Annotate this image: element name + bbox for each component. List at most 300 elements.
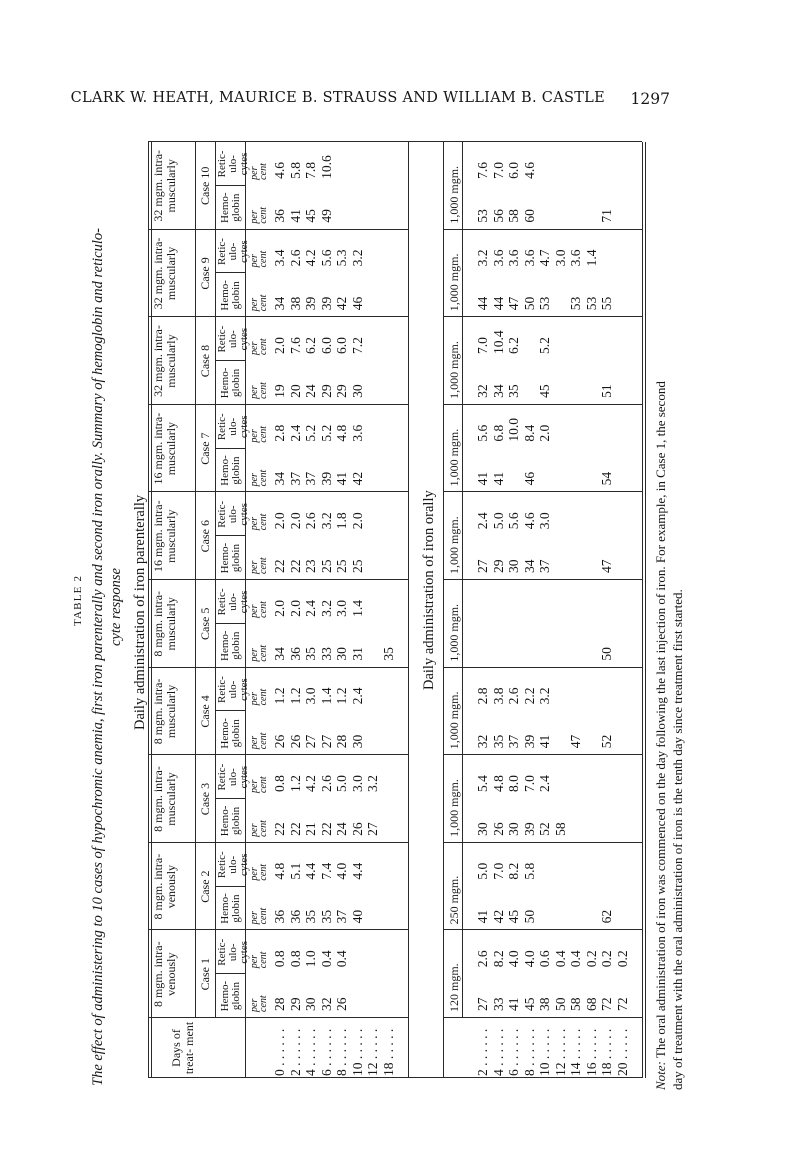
rule-oral-case-3 <box>443 842 642 843</box>
case-6-route: 16 mgm. intra- muscularly <box>151 500 178 573</box>
oral-r1-case7-retic: 6.8 <box>490 424 506 442</box>
parenteral-r2-case9-hemo: 39 <box>303 296 318 311</box>
parenteral-r1-case9-retic: 2.6 <box>287 249 303 267</box>
page-number: 1297 <box>630 90 670 108</box>
oral-r4-case6-retic: 3.0 <box>537 512 552 530</box>
note-label: Note: <box>653 1061 668 1090</box>
parenteral-r0-case1-hemo: 28 <box>272 997 287 1011</box>
oral-day-5: 12 . . . . . <box>552 1028 568 1076</box>
oral-r3-case9-hemo: 50 <box>521 296 537 311</box>
parenteral-day-6: 12 . . . . . <box>365 1028 380 1076</box>
rule-oral-case-7 <box>443 491 642 492</box>
parenteral-r5-case4-hemo: 30 <box>349 734 365 749</box>
case-1-route: 8 mgm. intra- venously <box>151 941 178 1008</box>
case-10-hemo-unit-cent: cent <box>258 206 269 224</box>
parenteral-r0-case1-retic: 0.8 <box>272 950 287 968</box>
rule-oral-case-5 <box>443 667 642 668</box>
parenteral-r2-case5-hemo: 35 <box>303 647 318 661</box>
oral-r4-case3-retic: 2.4 <box>537 775 552 792</box>
oral-r0-case8-retic: 7.0 <box>475 337 490 354</box>
parenteral-r4-case3-hemo: 24 <box>334 822 349 836</box>
oral-r3-case10-retic: 4.6 <box>521 161 537 179</box>
case-10-hemo-label: Hemo- globin <box>219 192 242 223</box>
case-9-retic-unit-cent: cent <box>258 250 269 268</box>
oral-r8-case2-hemo: 62 <box>599 909 614 924</box>
parenteral-r5-case3-retic: 3.0 <box>349 775 365 792</box>
case-4-label: Case 4 <box>198 695 212 728</box>
oral-r0-case6-hemo: 27 <box>475 559 490 573</box>
oral-r3-case7-retic: 8.4 <box>521 424 537 442</box>
case-6-retic-label: Retic- ulo- cytes <box>216 500 250 528</box>
parenteral-r2-case10-retic: 7.8 <box>303 161 318 179</box>
oral-r8-case9-hemo: 55 <box>599 296 614 311</box>
rule-subcol-1 <box>215 973 245 974</box>
section-oral: Daily administration of iron orally <box>421 490 437 690</box>
case-10-label: Case 10 <box>198 166 212 205</box>
case-2-retic-unit-per: per <box>249 867 260 881</box>
case-3-retic-unit-per: per <box>249 779 260 793</box>
oral-day-7: 16 . . . . . <box>583 1028 599 1076</box>
table-caption-line2: cyte response <box>108 568 124 646</box>
oral-r6-case1-hemo: 58 <box>568 997 583 1011</box>
parenteral-r4-case7-retic: 4.8 <box>334 424 349 442</box>
case-9-label: Case 9 <box>198 257 212 290</box>
rule-oral-case-2 <box>443 929 642 930</box>
oral-r2-case9-retic: 3.6 <box>506 249 521 267</box>
oral-r1-case4-hemo: 35 <box>490 734 506 749</box>
parenteral-r6-case3-hemo: 27 <box>365 822 380 836</box>
rule-subcol-9 <box>215 272 245 273</box>
rule-under-doses <box>462 142 463 1018</box>
oral-r6-case9-hemo: 53 <box>568 296 583 311</box>
parenteral-r5-case9-retic: 3.2 <box>349 249 365 267</box>
oral-r8-case7-hemo: 54 <box>599 471 614 486</box>
oral-r0-case7-retic: 5.6 <box>475 424 490 442</box>
case-8-hemo-unit-cent: cent <box>258 382 269 399</box>
rule-oral-case-10 <box>443 229 642 230</box>
oral-r3-case7-hemo: 46 <box>521 471 537 486</box>
case-10-hemo-unit-per: per <box>249 210 260 224</box>
parenteral-day-5: 10 . . . . . <box>349 1028 365 1076</box>
oral-r2-case2-hemo: 45 <box>506 909 521 924</box>
rule-case-10 <box>148 229 408 230</box>
parenteral-r1-case3-retic: 1.2 <box>287 775 303 792</box>
parenteral-r0-case6-retic: 2.0 <box>272 512 287 530</box>
oral-r3-case10-hemo: 60 <box>521 209 537 223</box>
oral-r4-case4-retic: 3.2 <box>537 687 552 705</box>
parenteral-r0-case2-hemo: 36 <box>272 909 287 924</box>
oral-r4-case9-retic: 4.7 <box>537 249 552 267</box>
parenteral-r5-case3-hemo: 26 <box>349 822 365 836</box>
parenteral-day-1: 2 . . . . . . <box>287 1028 303 1076</box>
days-header: Days of treat- ment <box>169 1021 196 1075</box>
case-8-retic-unit-per: per <box>249 341 260 355</box>
parenteral-r4-case8-hemo: 29 <box>334 384 349 398</box>
case-3-hemo-unit-per: per <box>249 823 260 837</box>
oral-r2-case1-hemo: 41 <box>506 997 521 1011</box>
case-9-retic-unit-per: per <box>249 254 260 268</box>
rule-subcol-7 <box>215 448 245 449</box>
case-5-hemo-unit-cent: cent <box>258 644 269 662</box>
oral-r7-case1-hemo: 68 <box>583 997 599 1011</box>
oral-r4-case3-hemo: 52 <box>537 822 552 836</box>
oral-r6-case4-hemo: 47 <box>568 734 583 749</box>
oral-day-1: 4 . . . . . . <box>490 1028 506 1076</box>
oral-r6-case1-retic: 0.4 <box>568 950 583 968</box>
parenteral-r5-case8-retic: 7.2 <box>349 337 365 354</box>
oral-r4-case1-retic: 0.6 <box>537 950 552 968</box>
oral-r4-case8-hemo: 45 <box>537 384 552 398</box>
case-1-hemo-unit-per: per <box>249 998 260 1012</box>
parenteral-r3-case10-retic: 10.6 <box>318 155 334 179</box>
parenteral-r5-case6-retic: 2.0 <box>349 512 365 530</box>
rule-subcol-2 <box>215 886 245 887</box>
case-1-retic-label: Retic- ulo- cytes <box>216 938 250 966</box>
case-4-hemo-label: Hemo- globin <box>219 718 242 749</box>
parenteral-r5-case8-hemo: 30 <box>349 384 365 398</box>
oral-r1-case10-retic: 7.0 <box>490 161 506 179</box>
oral-r4-case7-retic: 2.0 <box>537 424 552 442</box>
rule-case-4 <box>148 754 408 755</box>
parenteral-r5-case9-hemo: 46 <box>349 296 365 311</box>
oral-r4-case1-hemo: 38 <box>537 997 552 1011</box>
case-5-oral-dose: 1,000 mgm. <box>447 603 461 662</box>
rule-left <box>148 1077 642 1078</box>
oral-r3-case3-retic: 7.0 <box>521 775 537 792</box>
case-7-route: 16 mgm. intra- muscularly <box>151 412 178 485</box>
parenteral-r3-case8-hemo: 29 <box>318 384 334 398</box>
case-10-retic-label: Retic- ulo- cytes <box>216 150 250 178</box>
case-4-oral-dose: 1,000 mgm. <box>447 691 461 750</box>
oral-r2-case2-retic: 8.2 <box>506 862 521 880</box>
oral-r9-case1-hemo: 72 <box>614 997 630 1011</box>
oral-r8-case4-hemo: 52 <box>599 734 614 749</box>
case-6-retic-unit-per: per <box>249 516 260 531</box>
parenteral-day-0: 0 . . . . . . <box>272 1028 287 1076</box>
parenteral-r1-case4-retic: 1.2 <box>287 687 303 705</box>
oral-r0-case2-retic: 5.0 <box>475 862 490 880</box>
case-5-retic-unit-per: per <box>249 604 260 618</box>
oral-r4-case4-hemo: 41 <box>537 734 552 749</box>
oral-r4-case8-retic: 5.2 <box>537 337 552 354</box>
parenteral-r4-case5-retic: 3.0 <box>334 599 349 617</box>
parenteral-r4-case4-hemo: 28 <box>334 734 349 749</box>
rule-oral-case-9 <box>443 316 642 317</box>
parenteral-r5-case5-retic: 1.4 <box>349 599 365 617</box>
case-1-hemo-label: Hemo- globin <box>219 980 242 1012</box>
oral-r3-case2-hemo: 50 <box>521 909 537 924</box>
parenteral-r0-case8-retic: 2.0 <box>272 337 287 354</box>
oral-r6-case9-retic: 3.6 <box>568 249 583 267</box>
parenteral-r0-case7-hemo: 34 <box>272 471 287 486</box>
case-6-hemo-unit-cent: cent <box>258 557 269 574</box>
oral-day-2: 6 . . . . . . <box>506 1028 521 1076</box>
case-3-hemo-unit-cent: cent <box>258 820 269 837</box>
oral-r0-case1-retic: 2.6 <box>475 950 490 968</box>
parenteral-r3-case3-hemo: 22 <box>318 822 334 836</box>
oral-r1-case1-hemo: 33 <box>490 997 506 1011</box>
case-4-hemo-unit-per: per <box>249 735 260 750</box>
parenteral-r1-case9-hemo: 38 <box>287 296 303 311</box>
parenteral-r4-case1-retic: 0.4 <box>334 950 349 968</box>
case-3-hemo-label: Hemo- globin <box>219 805 242 837</box>
rule-subcol-10 <box>215 185 245 186</box>
case-1-hemo-unit-cent: cent <box>258 995 269 1012</box>
parenteral-r5-case7-hemo: 42 <box>349 471 365 486</box>
oral-r2-case6-retic: 5.6 <box>506 512 521 530</box>
parenteral-r3-case3-retic: 2.6 <box>318 775 334 792</box>
oral-r2-case1-retic: 4.0 <box>506 950 521 968</box>
rotated-table-page <box>70 130 690 1090</box>
oral-r2-case4-retic: 2.6 <box>506 687 521 705</box>
table-label: TABLE 2 <box>72 574 84 626</box>
parenteral-r2-case2-hemo: 35 <box>303 909 318 924</box>
parenteral-r0-case4-hemo: 26 <box>272 734 287 749</box>
parenteral-day-4: 8 . . . . . . <box>334 1028 349 1076</box>
parenteral-r3-case5-hemo: 33 <box>318 647 334 661</box>
parenteral-r2-case4-retic: 3.0 <box>303 687 318 705</box>
parenteral-r1-case7-retic: 2.4 <box>287 424 303 442</box>
parenteral-r5-case2-hemo: 40 <box>349 909 365 924</box>
oral-day-4: 10 . . . . . <box>537 1028 552 1076</box>
case-6-hemo-unit-per: per <box>249 560 260 574</box>
oral-r8-case6-hemo: 47 <box>599 559 614 573</box>
parenteral-r3-case1-retic: 0.4 <box>318 950 334 968</box>
oral-r8-case1-hemo: 72 <box>599 997 614 1011</box>
oral-r8-case1-retic: 0.2 <box>599 950 614 968</box>
oral-r8-case10-hemo: 71 <box>599 209 614 223</box>
parenteral-r4-case5-hemo: 30 <box>334 647 349 661</box>
parenteral-r1-case5-hemo: 36 <box>287 647 303 661</box>
case-9-route: 32 mgm. intra- muscularly <box>151 237 178 310</box>
parenteral-r1-case10-retic: 5.8 <box>287 161 303 179</box>
case-2-hemo-unit-cent: cent <box>258 907 269 925</box>
oral-r1-case9-retic: 3.6 <box>490 249 506 267</box>
case-4-retic-unit-cent: cent <box>258 688 269 706</box>
parenteral-r3-case7-retic: 5.2 <box>318 424 334 442</box>
parenteral-r4-case7-hemo: 41 <box>334 471 349 486</box>
case-2-hemo-unit-per: per <box>249 911 260 925</box>
parenteral-r4-case1-hemo: 26 <box>334 997 349 1011</box>
oral-r5-case3-hemo: 58 <box>552 822 568 836</box>
case-2-label: Case 2 <box>198 870 212 903</box>
case-4-route: 8 mgm. intra- muscularly <box>151 678 178 745</box>
parenteral-r1-case8-retic: 7.6 <box>287 337 303 354</box>
oral-r1-case6-hemo: 29 <box>490 559 506 573</box>
case-7-retic-unit-cent: cent <box>258 425 269 443</box>
oral-r2-case8-hemo: 35 <box>506 384 521 398</box>
oral-r1-case4-retic: 3.8 <box>490 687 506 705</box>
oral-r7-case1-retic: 0.2 <box>583 950 599 968</box>
case-7-label: Case 7 <box>198 432 212 465</box>
parenteral-r1-case10-hemo: 41 <box>287 209 303 223</box>
parenteral-r5-case4-retic: 2.4 <box>349 687 365 705</box>
rule-under-oral-title <box>443 142 444 1078</box>
oral-r1-case2-hemo: 42 <box>490 909 506 924</box>
note-line1 <box>653 381 669 1090</box>
note-line2: day of treatment with the oral administration of iron is the tenth day since treatment first started. <box>670 589 685 1090</box>
parenteral-r4-case3-retic: 5.0 <box>334 775 349 792</box>
rule-oral-case-6 <box>443 579 642 580</box>
rule-subcol-3 <box>215 798 245 799</box>
rule-subcol-6 <box>215 535 245 536</box>
parenteral-r3-case7-hemo: 39 <box>318 471 334 486</box>
parenteral-r1-case5-retic: 2.0 <box>287 599 303 617</box>
rule-section-oral <box>408 142 409 1078</box>
parenteral-r2-case9-retic: 4.2 <box>303 249 318 267</box>
parenteral-r4-case8-retic: 6.0 <box>334 337 349 354</box>
rule-oral-case-1 <box>443 1017 642 1018</box>
note-text-line1: The oral administration of iron was commenced on the day following the last injection of iron. For example, in Case 1, the second <box>653 381 668 1059</box>
case-6-oral-dose: 1,000 mgm. <box>447 516 461 574</box>
case-1-oral-dose: 120 mgm. <box>447 963 461 1012</box>
case-8-route: 32 mgm. intra- muscularly <box>151 325 178 397</box>
oral-day-3: 8 . . . . . . <box>521 1028 537 1076</box>
case-7-oral-dose: 1,000 mgm. <box>447 428 461 487</box>
oral-r9-case1-retic: 0.2 <box>614 950 630 968</box>
case-7-retic-unit-per: per <box>249 429 260 443</box>
parenteral-r5-case5-hemo: 31 <box>349 647 365 661</box>
parenteral-r2-case7-retic: 5.2 <box>303 424 318 442</box>
parenteral-r0-case6-hemo: 22 <box>272 559 287 573</box>
parenteral-r0-case5-retic: 2.0 <box>272 599 287 617</box>
parenteral-r5-case6-hemo: 25 <box>349 559 365 573</box>
parenteral-r2-case5-retic: 2.4 <box>303 599 318 617</box>
parenteral-r5-case2-retic: 4.4 <box>349 862 365 880</box>
oral-r1-case3-retic: 4.8 <box>490 775 506 792</box>
parenteral-day-7: 18 . . . . . <box>380 1028 396 1076</box>
case-2-hemo-label: Hemo- globin <box>219 893 242 924</box>
oral-r3-case9-retic: 3.6 <box>521 249 537 267</box>
case-9-oral-dose: 1,000 mgm. <box>447 253 461 312</box>
parenteral-r0-case10-hemo: 36 <box>272 209 287 223</box>
parenteral-r1-case1-retic: 0.8 <box>287 950 303 968</box>
parenteral-r4-case2-hemo: 37 <box>334 909 349 924</box>
rule-right <box>148 141 642 142</box>
oral-r2-case9-hemo: 47 <box>506 296 521 311</box>
parenteral-r4-case6-retic: 1.8 <box>334 512 349 530</box>
oral-r0-case3-retic: 5.4 <box>475 775 490 792</box>
oral-r0-case4-hemo: 32 <box>475 734 490 749</box>
parenteral-r7-case5-hemo: 35 <box>380 647 396 661</box>
case-3-retic-unit-cent: cent <box>258 776 269 793</box>
parenteral-r3-case6-retic: 3.2 <box>318 512 334 530</box>
oral-r1-case8-hemo: 34 <box>490 384 506 398</box>
parenteral-r0-case10-retic: 4.6 <box>272 161 287 179</box>
case-7-hemo-label: Hemo- globin <box>219 455 242 486</box>
oral-r0-case8-hemo: 32 <box>475 384 490 398</box>
case-7-hemo-unit-cent: cent <box>258 469 269 487</box>
rule-case-8 <box>148 404 408 405</box>
parenteral-r3-case2-retic: 7.4 <box>318 862 334 880</box>
parenteral-r3-case8-retic: 6.0 <box>318 337 334 354</box>
parenteral-r2-case3-retic: 4.2 <box>303 775 318 792</box>
oral-r0-case4-retic: 2.8 <box>475 687 490 705</box>
oral-day-0: 2 . . . . . . <box>475 1028 490 1076</box>
parenteral-r3-case9-retic: 5.6 <box>318 249 334 267</box>
oral-r3-case1-hemo: 45 <box>521 997 537 1011</box>
case-10-retic-unit-cent: cent <box>258 163 269 180</box>
parenteral-r2-case1-retic: 1.0 <box>303 950 318 968</box>
rule-bottom-inner <box>645 142 646 1078</box>
oral-r0-case6-retic: 2.4 <box>475 512 490 530</box>
rule-under-route <box>195 142 196 1018</box>
case-1-retic-unit-per: per <box>249 954 260 969</box>
oral-day-6: 14 . . . . . <box>568 1028 583 1076</box>
oral-r3-case2-retic: 5.8 <box>521 862 537 880</box>
case-2-oral-dose: 250 mgm. <box>447 875 461 925</box>
case-5-retic-label: Retic- ulo- cytes <box>216 588 250 616</box>
parenteral-r0-case8-hemo: 19 <box>272 384 287 398</box>
parenteral-r3-case6-hemo: 25 <box>318 559 334 573</box>
case-9-retic-label: Retic- ulo- cytes <box>216 238 250 265</box>
case-6-hemo-label: Hemo- globin <box>219 542 242 574</box>
oral-r2-case4-hemo: 37 <box>506 734 521 749</box>
parenteral-r1-case1-hemo: 29 <box>287 997 303 1011</box>
parenteral-r2-case2-retic: 4.4 <box>303 862 318 880</box>
parenteral-r5-case7-retic: 3.6 <box>349 424 365 442</box>
parenteral-r1-case2-hemo: 36 <box>287 909 303 924</box>
oral-r3-case1-retic: 4.0 <box>521 950 537 968</box>
case-3-label: Case 3 <box>198 782 212 816</box>
case-1-label: Case 1 <box>198 958 212 991</box>
parenteral-r3-case9-hemo: 39 <box>318 296 334 311</box>
case-7-retic-label: Retic- ulo- cytes <box>216 413 250 441</box>
parenteral-r3-case4-retic: 1.4 <box>318 687 334 705</box>
rule-case-2 <box>148 929 408 930</box>
oral-r4-case9-hemo: 53 <box>537 296 552 311</box>
oral-r3-case4-retic: 2.2 <box>521 687 537 705</box>
oral-r2-case7-retic: 10.0 <box>506 417 521 442</box>
rule-bottom <box>642 142 643 1078</box>
parenteral-r2-case4-hemo: 27 <box>303 734 318 749</box>
parenteral-r2-case1-hemo: 30 <box>303 997 318 1011</box>
case-2-route: 8 mgm. intra- venously <box>151 853 178 920</box>
case-5-route: 8 mgm. intra- muscularly <box>151 590 178 657</box>
case-8-hemo-label: Hemo- globin <box>219 367 242 399</box>
case-8-label: Case 8 <box>198 344 212 378</box>
oral-r4-case6-hemo: 37 <box>537 559 552 573</box>
oral-r0-case2-hemo: 41 <box>475 909 490 924</box>
rule-case-6 <box>148 579 408 580</box>
parenteral-r4-case4-retic: 1.2 <box>334 687 349 705</box>
parenteral-r6-case3-retic: 3.2 <box>365 775 380 792</box>
case-3-retic-label: Retic- ulo- cytes <box>216 763 250 791</box>
running-head: CLARK W. HEATH, MAURICE B. STRAUSS AND WILLIAM B. CASTLE <box>70 90 605 106</box>
parenteral-r0-case7-retic: 2.8 <box>272 424 287 442</box>
parenteral-r0-case9-hemo: 34 <box>272 296 287 311</box>
case-6-label: Case 6 <box>198 520 212 553</box>
oral-r2-case6-hemo: 30 <box>506 559 521 573</box>
oral-r2-case3-retic: 8.0 <box>506 775 521 792</box>
parenteral-r2-case6-retic: 2.6 <box>303 512 318 530</box>
rule-case-5 <box>148 667 408 668</box>
case-8-hemo-unit-per: per <box>249 385 260 399</box>
rule-case-9 <box>148 316 408 317</box>
rule-top <box>148 142 149 1078</box>
case-5-hemo-label: Hemo- globin <box>219 630 242 661</box>
rule-subcol-8 <box>215 360 245 361</box>
oral-r2-case10-hemo: 58 <box>506 209 521 223</box>
case-7-hemo-unit-per: per <box>249 473 260 487</box>
parenteral-r2-case10-hemo: 45 <box>303 209 318 223</box>
oral-r3-case4-hemo: 39 <box>521 734 537 749</box>
oral-r1-case9-hemo: 44 <box>490 296 506 311</box>
parenteral-r0-case2-retic: 4.8 <box>272 862 287 880</box>
case-9-hemo-unit-per: per <box>249 297 260 312</box>
case-6-retic-unit-cent: cent <box>258 513 269 531</box>
parenteral-r4-case9-hemo: 42 <box>334 296 349 311</box>
